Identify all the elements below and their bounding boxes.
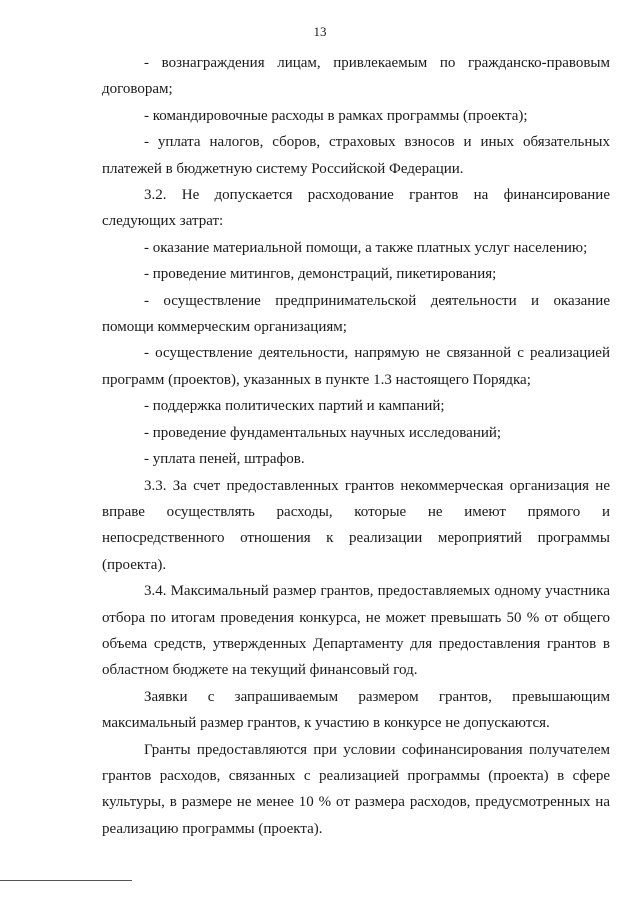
paragraph-3: - уплата налогов, сборов, страховых взносов и иных обязательных платежей в бюджетную систему Российской Федерации. <box>102 134 610 177</box>
paragraph-1: - вознаграждения лицам, привлекаемым по гражданско-правовым договорам; <box>102 55 610 98</box>
paragraph-9: - поддержка политических партий и кампаний; <box>144 398 445 415</box>
page-number: 13 <box>313 24 327 39</box>
paragraph-11: - уплата пеней, штрафов. <box>144 451 305 468</box>
paragraph-5: - оказание материальной помощи, а также платных услуг населению; <box>144 239 588 256</box>
paragraph-15: Гранты предоставляются при условии софинансирования получателем грантов расходов, связанных с реализацией программы (проекта) в сфере культуры, в размере не менее 10 % от размера расходов, предусмотренных на реализацию программы (проекта). <box>102 741 610 837</box>
paragraph-2: - командировочные расходы в рамках программы (проекта); <box>144 107 528 124</box>
paragraph-10: - проведение фундаментальных научных исследований; <box>144 424 502 441</box>
paragraph-8: - осуществление деятельности, напрямую не связанной с реализацией программ (проектов), указанных в пункте 1.3 настоящего Порядка; <box>102 345 610 388</box>
paragraph-14: Заявки с запрашиваемым размером грантов, превышающим максимальный размер грантов, к участию в конкурсе не допускаются. <box>102 688 610 732</box>
paragraph-3-3: 3.3. За счет предоставленных грантов некоммерческая организация не вправе осуществлять расходы, которые не имеют прямого и непосредственного отношения к реализации мероприятий программы (проекта). <box>102 477 610 573</box>
paragraph-3-2: 3.2. Не допускается расходование грантов на финансирование следующих затрат: <box>102 187 610 230</box>
paragraph-6: - проведение митингов, демонстраций, пикетирования; <box>144 266 497 283</box>
document-body <box>102 50 610 842</box>
paragraph-7: - осуществление предпринимательской деятельности и оказание помощи коммерческим организациям; <box>102 292 610 336</box>
paragraph-3-4: 3.4. Максимальный размер грантов, предоставляемых одному участника отбора по итогам проведения конкурса, не может превышать 50 % от общего объема средств, утвержденных Департаменту для предоставления грантов в областном бюджете на текущий финансовый год. <box>102 583 610 679</box>
footnote-divider <box>0 880 132 881</box>
